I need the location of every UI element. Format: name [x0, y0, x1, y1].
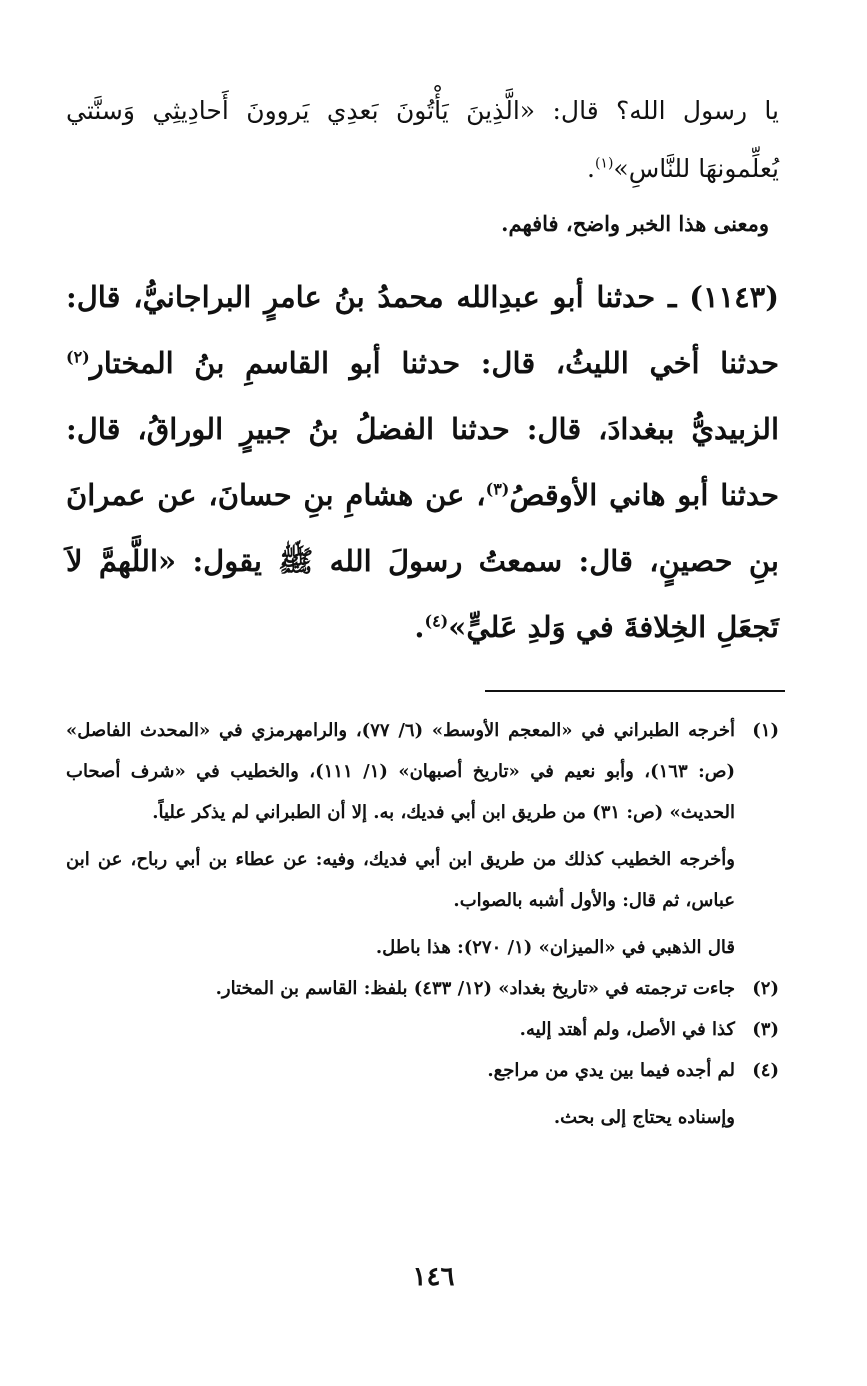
footnote-3: [66, 1009, 779, 1050]
hadith-segment-2: الزبيديُّ ببغدادَ، قال: حدثنا الفضلُ بنُ جبيرٍ الوراقُ، قال: حدثنا أبو هاني الأوقصُ: [66, 412, 779, 512]
footnote-text: لم أجده فيما بين يدي من مراجع.: [487, 1060, 735, 1081]
footnote-ref-3: (٣): [485, 479, 510, 499]
footnote-number: (٣): [752, 1019, 779, 1040]
footnote-ref-4: (٤): [424, 611, 449, 631]
hadith-text: [66, 264, 779, 660]
remark-line: ومعنى هذا الخبر واضح، فافهم.: [501, 211, 769, 236]
footnote-continuation: وإسناده يحتاج إلى بحث.: [553, 1107, 735, 1128]
footnote-text: كذا في الأصل، ولم أهتد إليه.: [519, 1019, 735, 1040]
footnote-continuation: وأخرجه الخطيب كذلك من طريق ابن أبي فديك، وفيه: عن عطاء بن أبي رباح، عن ابن عباس، ثم قال: والأول أشبه بالصواب.: [66, 849, 736, 911]
footnote-number: (٢): [752, 978, 779, 999]
hadith-end: .: [414, 610, 425, 644]
footnote-text: أخرجه الطبراني في «المعجم الأوسط» (٦/ ٧٧)، والرامهرمزي في «المحدث الفاصل» (ص: ١٦٣)، وأبو نعيم في «تاريخ أصبهان» (١/ ١١١)، والخطيب في «شرف أصحاب الحديث» (ص: ٣١) من طريق ابن أبي فديك، به. إلا أن الطبراني لم يذكر علياً.: [66, 720, 735, 823]
footnote-number: (١): [752, 720, 779, 741]
footnote-ref-2: (٢): [66, 347, 90, 367]
footnotes: [66, 710, 779, 1138]
hadith-number: (١١٤٣): [689, 280, 779, 314]
continuation-line: يا رسول الله؟ قال: «الَّذِينَ يَأْتُونَ بَعدِي يَروونَ أَحادِيثِي وَسنَّتي يُعلِّمونهَا للنَّاسِ»: [66, 96, 779, 183]
page-number: ١٤٦: [412, 1262, 455, 1292]
footnote-separator: [485, 690, 785, 692]
footnote-number: (٤): [752, 1060, 779, 1081]
footnote-1: [66, 710, 779, 968]
continuation-text: يا رسول الله؟ قال: «الَّذِينَ يَأْتُونَ بَعدِي يَروونَ أَحادِيثِي وَسنَّتي يُعلِّمونهَا للنَّاسِ»$^{(١)}$.: [66, 96, 779, 183]
hadith-segment-3: ، عن هشامِ بنِ حسانَ، عن عمرانَ بنِ حصينٍ، قال: سمعتُ رسولَ الله ﷺ يقول: «اللَّهمَّ لاَ تَجعَلِ الخِلافةَ في وَلدِ عَليٍّ»: [66, 478, 779, 644]
footnote-ref-1: (١): [594, 155, 614, 172]
footnote-4: [66, 1050, 779, 1138]
hadith-segment-1: ـ حدثنا أبو عبدِالله محمدُ بنُ عامرٍ البراجانيُّ، قال: حدثنا أخي الليثُ، قال: حدثنا أبو القاسمِ بنُ المختار: [66, 280, 779, 380]
footnote-text: جاءت ترجمته في «تاريخ بغداد» (١٢/ ٤٣٣) بلفظ: القاسم بن المختار.: [215, 978, 735, 999]
footnote-continuation: قال الذهبي في «الميزان» (١/ ٢٧٠): هذا باطل.: [375, 937, 735, 958]
footnote-2: [66, 968, 779, 1009]
